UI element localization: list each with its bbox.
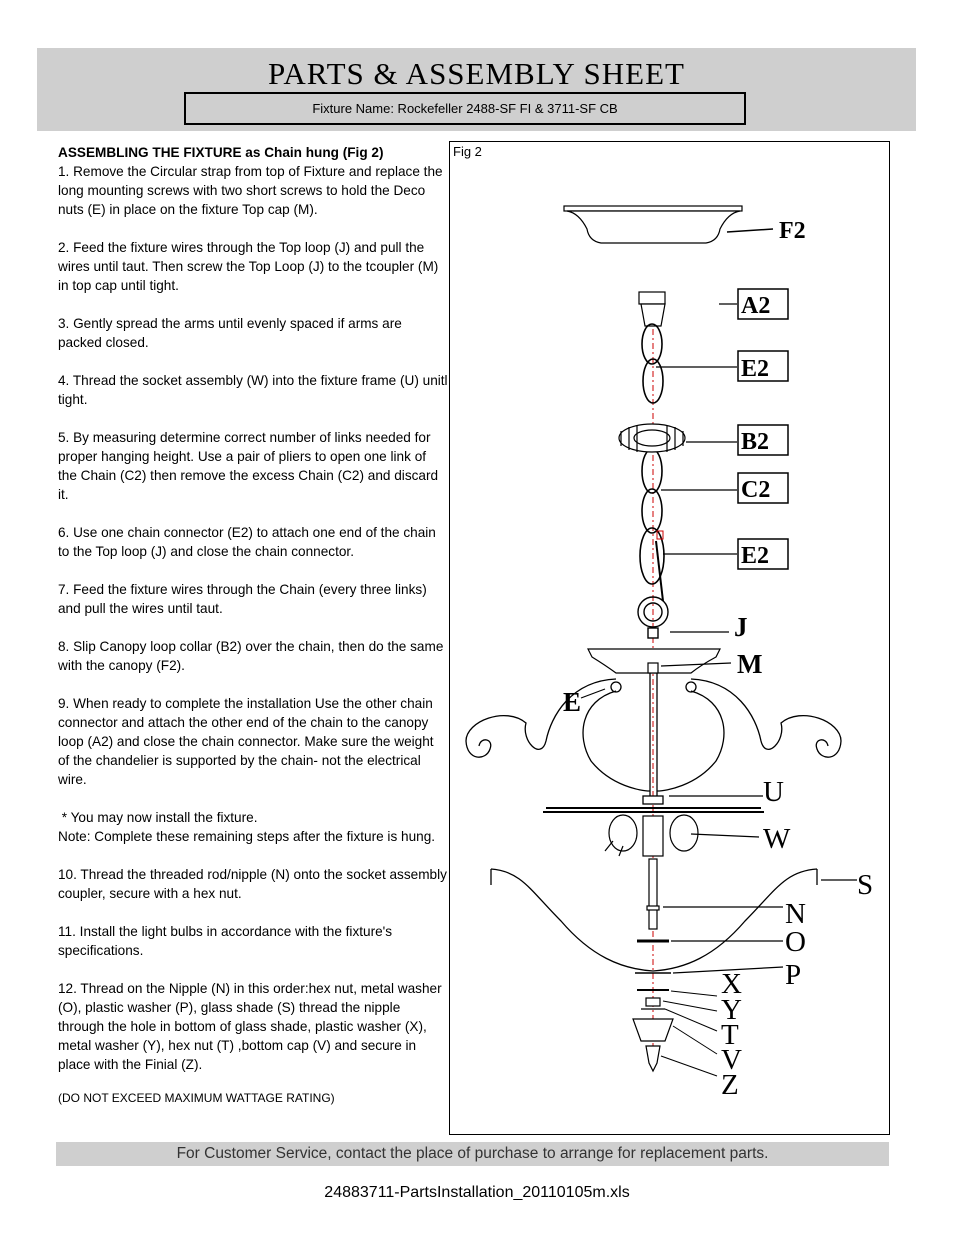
instructions-heading: ASSEMBLING THE FIXTURE as Chain hung (Fig 2): [58, 145, 384, 160]
label-x: X: [721, 968, 742, 1000]
chandelier-diagram: [450, 142, 889, 1134]
label-e2-bottom: E2: [741, 543, 770, 569]
step-12: 12. Thread on the Nipple (N) in this order:hex nut, metal washer (O), plastic washer (P), glass shade (S) thread the nipple through the hole in bottom of glass shade, plastic washer (X), metal washer (Y), hex nut (T) ,bottom cap (V) and secure in place with the Finial (Z).: [58, 981, 442, 1072]
top-cap-drawing: [588, 649, 720, 673]
label-j: J: [734, 612, 748, 642]
fixture-name-box: Fixture Name: Rockefeller 2488-SF FI & 3711-SF CB: [184, 92, 746, 125]
step-11: 11. Install the light bulbs in accordance with the fixture's specifications.: [58, 924, 393, 958]
socket-assembly-drawing: [605, 815, 698, 856]
rod-drawing: [647, 859, 659, 929]
install-note: * You may now install the fixture.: [58, 810, 258, 825]
label-c2: C2: [741, 477, 771, 503]
chain-drawing: [640, 324, 664, 601]
canopy-drawing: [564, 206, 742, 243]
label-e: E: [563, 687, 582, 717]
label-n: N: [785, 898, 806, 930]
label-s: S: [857, 869, 874, 901]
install-note-2: Note: Complete these remaining steps after the fixture is hung.: [58, 829, 436, 844]
label-a2: A2: [741, 293, 771, 319]
collar-drawing: [619, 424, 685, 452]
step-5: 5. By measuring determine correct number of links needed for proper hanging height. Use a pair of pliers to open one link of the Chain (C2) then remove the excess Chain (C2) and discard it.: [58, 430, 439, 502]
step-7: 7. Feed the fixture wires through the Chain (every three links) and pull the wires until taut.: [58, 582, 427, 616]
step-3: 3. Gently spread the arms until evenly spaced if arms are packed closed.: [58, 316, 402, 350]
label-e2-top: E2: [741, 356, 770, 382]
step-8: 8. Slip Canopy loop collar (B2) over the chain, then do the same with the canopy (F2).: [58, 639, 444, 673]
label-m: M: [737, 649, 763, 679]
label-p: P: [785, 959, 802, 991]
top-loop-drawing: [638, 597, 668, 638]
step-9: 9. When ready to complete the installation Use the other chain connector and attach the other end of the chain to the canopy loop (A2) and close the chain connector. Make sure the weight of the chandelier is supported by the chain- not the electrical wire.: [58, 696, 434, 787]
step-4: 4. Thread the socket assembly (W) into the fixture frame (U) unitl tight.: [58, 373, 448, 407]
label-t: T: [721, 1019, 739, 1051]
step-2: 2. Feed the fixture wires through the Top loop (J) and pull the wires until taut. Then screw the Top Loop (J) to the tcoupler (M) in top cap until tight.: [58, 240, 439, 293]
lower-callout-lines: [661, 991, 717, 1076]
customer-service-band: For Customer Service, contact the place of purchase to arrange for replacement parts.: [56, 1142, 889, 1166]
step-10: 10. Thread the threaded rod/nipple (N) onto the socket assembly coupler, secure with a hex nut.: [58, 867, 447, 901]
step-1: 1. Remove the Circular strap from top of Fixture and replace the long mounting screws with two short screws to hold the Deco nuts (E) in place on the fixture Top cap (M).: [58, 164, 443, 217]
file-name: 24883711-PartsInstallation_20110105m.xls: [324, 1184, 630, 1201]
label-z: Z: [721, 1069, 739, 1101]
label-f2: F2: [779, 218, 806, 244]
wattage-warning: (DO NOT EXCEED MAXIMUM WATTAGE RATING): [58, 1091, 335, 1105]
header-band: [37, 48, 916, 131]
figure-2: [449, 141, 890, 1135]
canopy-loop-drawing: [639, 292, 665, 326]
label-w: W: [763, 823, 791, 855]
label-o: O: [785, 926, 806, 958]
label-y: Y: [721, 994, 742, 1026]
label-u: U: [763, 776, 784, 808]
step-6: 6. Use one chain connector (E2) to attach one end of the chain to the Top loop (J) and close the chain connector.: [58, 525, 436, 559]
page-title: PARTS & ASSEMBLY SHEET: [268, 56, 685, 91]
label-v: V: [721, 1044, 742, 1076]
label-b2: B2: [741, 429, 770, 455]
assembly-instructions: [58, 143, 448, 1108]
figure-label: Fig 2: [453, 144, 482, 159]
